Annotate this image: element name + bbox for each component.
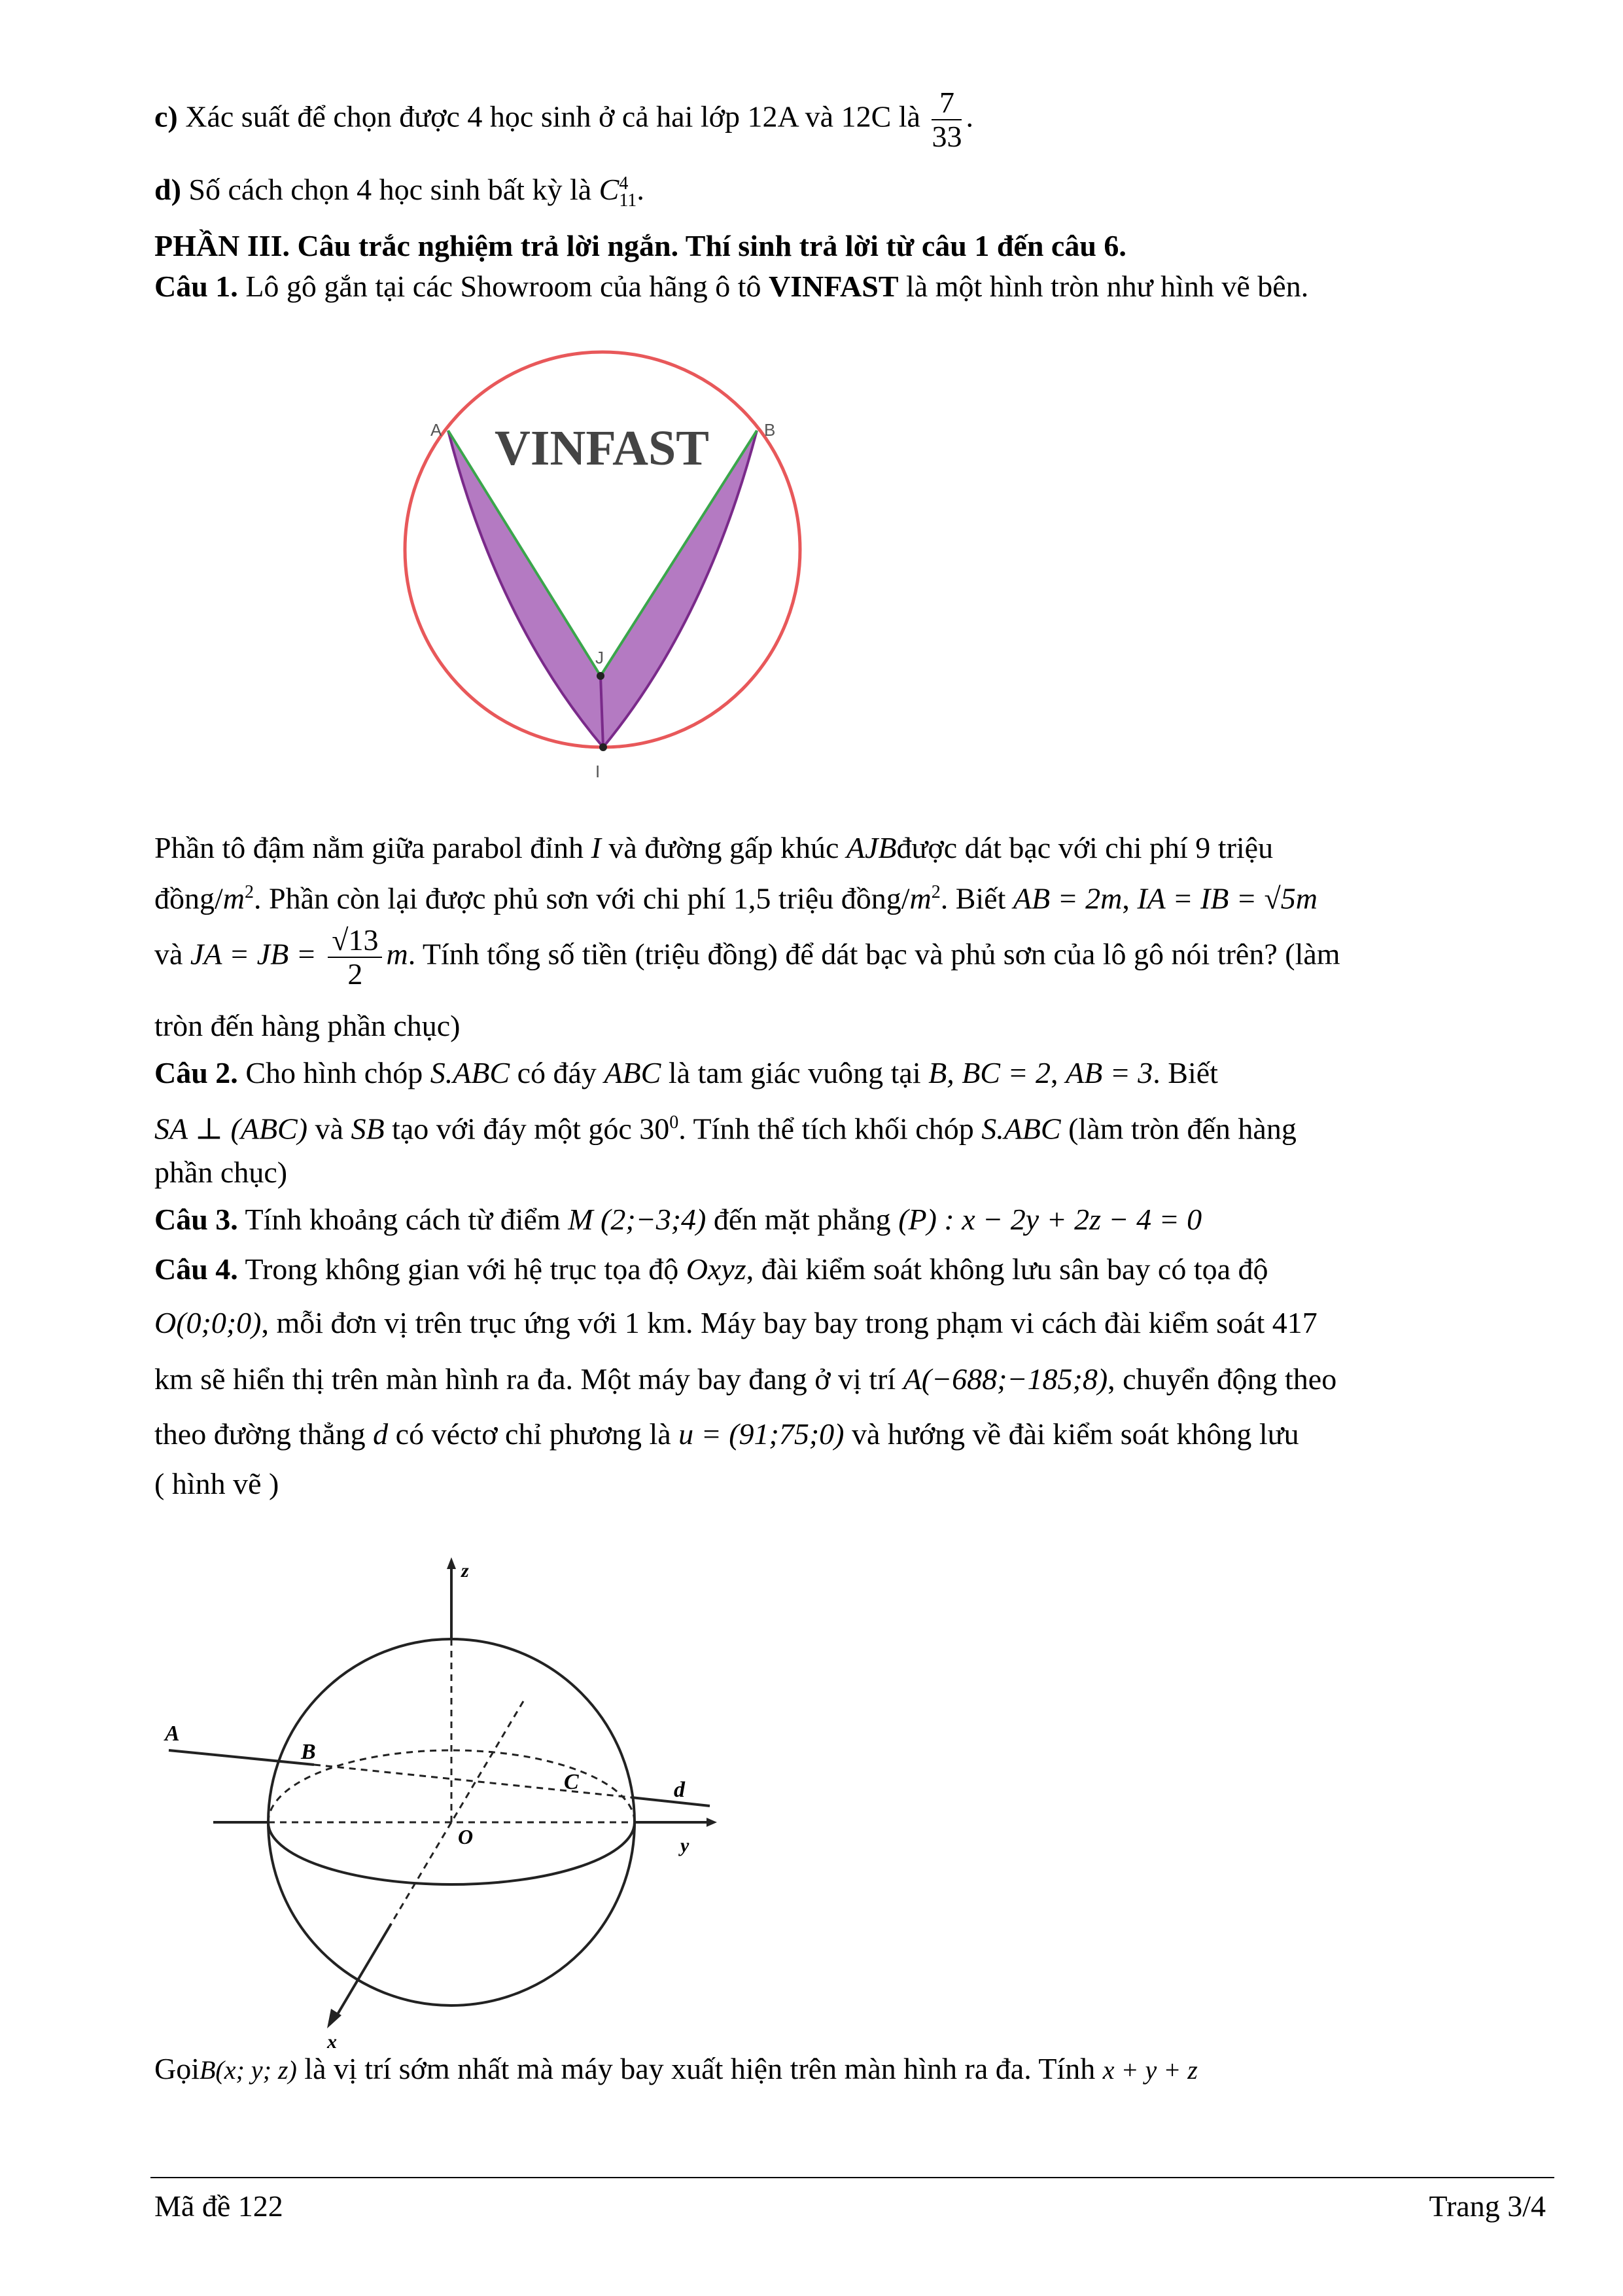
q2-l2-perp: SA ⊥ (ABC)	[154, 1112, 308, 1146]
q2-line1: Câu 2. Cho hình chóp S.ABC có đáy ABC là tam giác vuông tại B, BC = 2, AB = 3. Biết	[154, 1056, 1218, 1089]
item-d-sub: 11	[619, 190, 637, 211]
q1-para-line2: đồng/$m^2$. Phần còn lại được phủ sơn với chi phí 1,5 triệu đồng/$m^2$. Biết AB = 2m, IA = IB = √5m	[154, 881, 1318, 915]
label-line-d: d	[674, 1778, 685, 1802]
q1-p3-m: m	[386, 937, 408, 971]
footer-rule	[150, 2177, 1554, 2178]
q2-text-a: Cho hình chóp	[245, 1056, 423, 1089]
label-j: J	[595, 648, 604, 667]
q1-p1: Phần tô đậm nằm giữa parabol đỉnh	[154, 831, 584, 864]
q1-p3-b: . Tính tổng số tiền (triệu đồng) để dát bạc và phủ sơn của lô gô nói trên? (làm	[408, 937, 1340, 971]
line-d-inside	[314, 1765, 631, 1797]
q4-final-b: B(x; y; z)	[200, 2055, 297, 2085]
line-d-outside-left	[169, 1750, 314, 1765]
q1-p1-c: được dát bạc với chi phí 9 triệu	[896, 831, 1274, 864]
q2-text-d: Biết	[1168, 1056, 1218, 1089]
q2-ab3: AB = 3	[1066, 1056, 1153, 1089]
item-c-text: Xác suất để chọn được 4 học sinh ở cả hai lớp 12A và 12C là	[185, 99, 920, 133]
q1-text-b: là một hình tròn như hình vẽ bên.	[906, 270, 1309, 303]
q1-label: Câu 1.	[154, 270, 238, 303]
q1-brand: VINFAST	[769, 270, 899, 303]
q2-l2-d: . Tính thể tích khối chóp	[678, 1112, 974, 1146]
q4-l4-b: có véctơ chỉ phương là	[395, 1417, 671, 1451]
q4-final-c: là vị trí sớm nhất mà máy bay xuất hiện trên màn hình ra đa. Tính	[304, 2052, 1096, 2085]
q4-l4-c: và hướng về đài kiểm soát không lưu	[852, 1417, 1299, 1451]
q4-line2	[154, 1305, 1318, 1341]
line-d-outside-right	[631, 1797, 710, 1806]
label-a: A	[430, 420, 442, 440]
q4-l2-417: 417	[1272, 1306, 1318, 1339]
label-b: B	[764, 420, 776, 440]
q2-text-b: có đáy	[517, 1056, 597, 1089]
vinfast-logo-figure	[393, 340, 824, 798]
q4-final-a: Gọi	[154, 2052, 200, 2085]
q1-p1-b: và đường gấp khúc	[608, 831, 839, 864]
q2-l2-e: (làm tròn đến hàng	[1068, 1112, 1297, 1146]
q4-final	[154, 2051, 1198, 2089]
item-d-label: d)	[154, 173, 181, 206]
q4-line4	[154, 1416, 1299, 1453]
q1-p1-ajb: AJB	[846, 831, 897, 864]
item-c-label: c)	[154, 99, 178, 133]
q3-line	[154, 1201, 1202, 1238]
q4-l4-d: d	[373, 1417, 389, 1451]
q1-p1-i: I	[591, 831, 601, 864]
label-y: y	[680, 1835, 689, 1856]
logo-text: VINFAST	[495, 421, 709, 476]
q3-plane: (P) : x − 2y + 2z − 4 = 0	[898, 1203, 1202, 1236]
q2-l2-b: và	[315, 1112, 343, 1146]
q1-p2-a: đồng/	[154, 881, 223, 915]
q1-p2-ia: IA = IB = √5m	[1137, 881, 1318, 915]
x-axis-inner	[391, 1822, 451, 1924]
label-point-b: B	[301, 1740, 316, 1764]
item-d-text: Số cách chọn 4 học sinh bất kỳ là	[188, 173, 592, 206]
section-title: PHẦN III. Câu trắc nghiệm trả lời ngắn. Thí sinh trả lời từ câu 1 đến câu 6.	[154, 229, 1126, 262]
q1-para-line4: tròn đến hàng phần chục)	[154, 1009, 461, 1042]
q1-p2-m-2: m	[909, 881, 932, 915]
q2-text-c: là tam giác vuông tại	[668, 1056, 921, 1089]
x-axis-back	[451, 1701, 523, 1822]
point-i-dot	[599, 743, 607, 751]
q4-final-d: x + y + z	[1102, 2055, 1198, 2085]
item-d-sup: 4	[619, 173, 629, 194]
q4-label: Câu 4.	[154, 1252, 238, 1286]
q4-l1-a: Trong không gian với hệ trục tọa độ	[245, 1252, 679, 1286]
footer-exam-code: Mã đề 122	[154, 2189, 283, 2223]
radar-sphere-figure	[150, 1551, 726, 2053]
point-j-dot	[597, 672, 604, 680]
q2-line2	[154, 1104, 1297, 1147]
q3-text-b: đến mặt phẳng	[713, 1203, 891, 1236]
q2-abc: ABC	[604, 1056, 661, 1089]
q4-l3-b: , chuyển động theo	[1108, 1362, 1337, 1396]
label-i: I	[595, 762, 601, 781]
label-o: O	[458, 1825, 474, 1848]
equator-front	[268, 1822, 635, 1884]
q3-text-a: Tính khoảng cách từ điểm	[245, 1203, 561, 1236]
item-d: d) Số cách chọn 4 học sinh bất kỳ là C 4 11 .	[154, 173, 644, 211]
y-axis-arrow	[707, 1818, 717, 1827]
item-c-frac-den: 33	[932, 120, 962, 153]
q4-l3-point-a: A(−688;−185;8)	[903, 1362, 1108, 1396]
q2-l2-sb: SB	[351, 1112, 385, 1146]
q4-l1-b: , đài kiểm soát không lưu sân bay có tọa độ	[746, 1252, 1268, 1286]
q1-p3-a: và	[154, 937, 183, 971]
q2-label: Câu 2.	[154, 1056, 238, 1089]
item-d-math: C	[599, 173, 620, 206]
q1-p3-ja: JA = JB =	[190, 937, 317, 971]
label-x: x	[327, 2031, 337, 2053]
z-axis-arrow	[447, 1557, 456, 1569]
q1-p3-frac-den: 2	[347, 957, 363, 991]
q2-l2-c: tạo với đáy một góc	[392, 1112, 632, 1146]
q3-label: Câu 3.	[154, 1203, 238, 1236]
q2-l2-sabc: S.ABC	[981, 1112, 1061, 1146]
q1-p2-c: . Biết	[940, 881, 1006, 915]
q3-point: M (2;−3;4)	[568, 1203, 707, 1236]
item-c: c) Xác suất để chọn được 4 học sinh ở cả hai lớp 12A và 12C là $\frac{7}{33}$ .	[154, 86, 973, 153]
q4-l2-a: , mỗi đơn vị trên trục ứng với 1 km. Máy bay bay trong phạm vi cách đài kiểm soát	[261, 1306, 1265, 1339]
q4-l4-u: u = (91;75;0)	[678, 1417, 845, 1451]
q1-p2-m: m	[222, 881, 245, 915]
q1-p2-ab: AB = 2m	[1013, 881, 1123, 915]
q4-line3	[154, 1361, 1336, 1398]
q1-p2-b: . Phần còn lại được phủ sơn với chi phí 1,5 triệu đồng/	[254, 881, 910, 915]
q2-sabc: S.ABC	[430, 1056, 510, 1089]
q2-cond: B, BC = 2	[928, 1056, 1051, 1089]
label-point-a: A	[165, 1722, 180, 1746]
q1-text-a: Lô gô gắn tại các Showroom của hãng ô tô	[245, 270, 761, 303]
q4-line5: ( hình vẽ )	[154, 1467, 279, 1500]
footer-page-number: Trang 3/4	[1429, 2189, 1546, 2223]
q1-para-line1	[154, 830, 1273, 866]
item-c-frac-num: 7	[932, 86, 962, 120]
q4-l4-a: theo đường thẳng	[154, 1417, 366, 1451]
label-z: z	[461, 1560, 469, 1581]
q1-p3-frac-num: √13	[328, 924, 382, 958]
q4-l2-o: O(0;0;0)	[154, 1306, 262, 1339]
item-c-fraction	[932, 86, 962, 153]
q1-intro	[154, 268, 1308, 305]
q2-l2-angle: 30	[639, 1112, 670, 1146]
label-point-c: C	[564, 1770, 579, 1794]
q1-para-line3	[154, 924, 1340, 991]
q2-line3: phần chục)	[154, 1156, 288, 1189]
q4-line1	[154, 1251, 1268, 1288]
q4-l3-a: km sẽ hiển thị trên màn hình ra đa. Một máy bay đang ở vị trí	[154, 1362, 896, 1396]
q2-l2-deg: 0	[669, 1112, 679, 1133]
q1-p3-fraction	[328, 924, 382, 991]
q4-l1-oxyz: Oxyz	[686, 1252, 746, 1286]
